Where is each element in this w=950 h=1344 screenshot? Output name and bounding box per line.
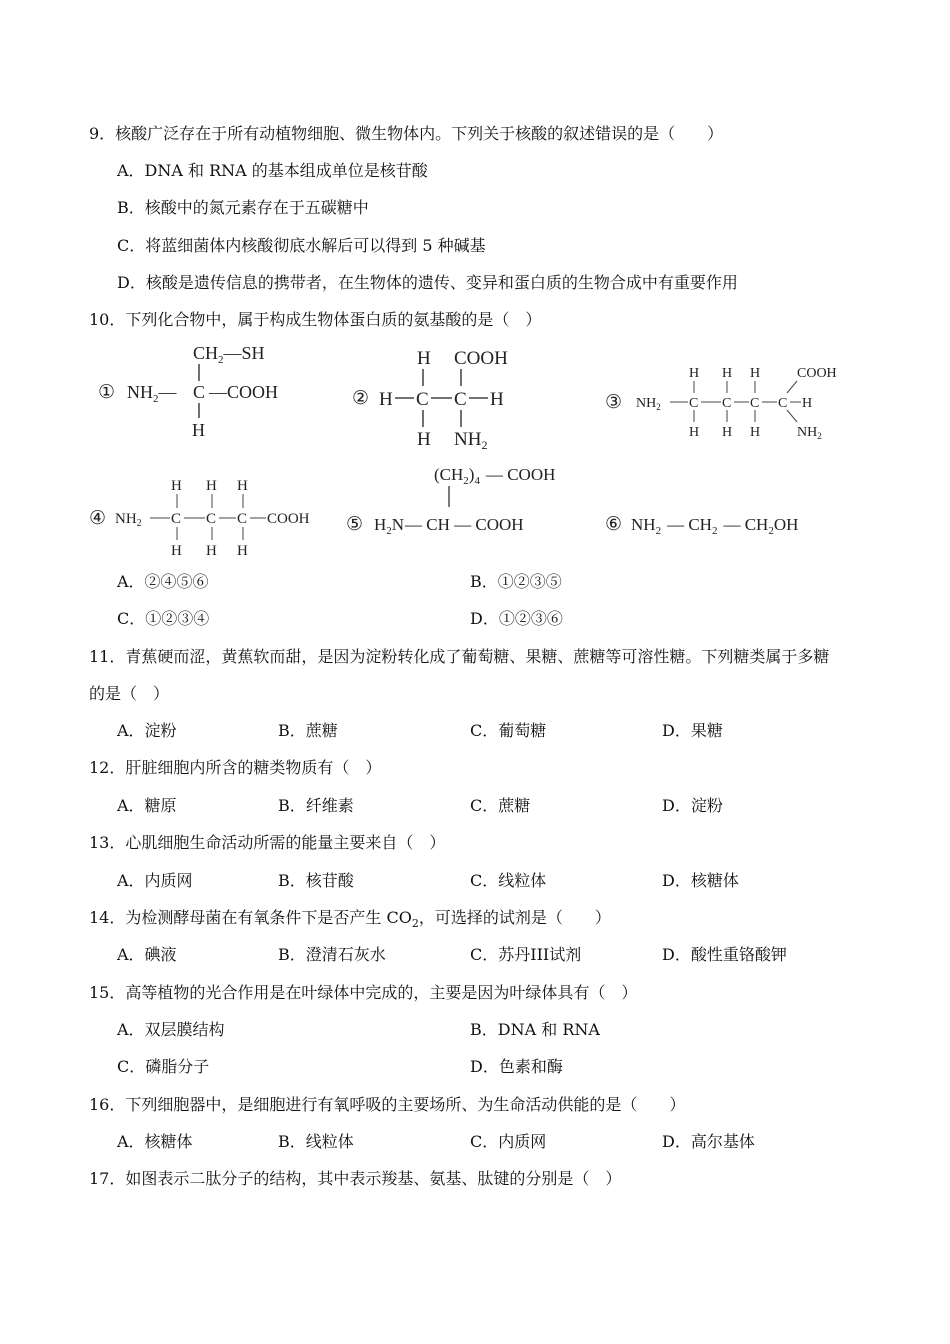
svg-text:H: H <box>689 425 700 440</box>
structure-5 <box>346 465 555 537</box>
q15-option-a: A．双层膜结构 <box>117 1020 225 1039</box>
svg-text:H: H <box>237 543 248 559</box>
q15-option-b: B．DNA 和 RNA <box>470 1020 600 1039</box>
q10-option-d: D．①②③⑥ <box>470 609 563 628</box>
q16-option-b: B．线粒体 <box>278 1132 354 1151</box>
q14-option-b: B．澄清石灰水 <box>278 945 386 964</box>
q12-option-b: B．纤维素 <box>278 796 354 815</box>
svg-text:COOH: COOH <box>454 348 508 369</box>
q17-stem: 17．如图表示二肽分子的结构，其中表示羧基、氨基、肽键的分别是（ ） <box>89 1169 622 1188</box>
q14-stem: 14．为检测酵母菌在有氧条件下是否产生 $CO_2$，可选择的试剂是（ ） <box>89 908 611 931</box>
svg-text:③: ③ <box>605 392 623 413</box>
structure-2 <box>352 348 508 452</box>
q12-option-d: D．淀粉 <box>662 796 723 815</box>
q11-option-c: C．葡萄糖 <box>470 721 547 740</box>
svg-text:H: H <box>171 478 182 494</box>
svg-text:H: H <box>206 543 217 559</box>
q13-stem: 13．心肌细胞生命活动所需的能量主要来自（ ） <box>89 833 446 852</box>
q12-option-a: A．糖原 <box>117 796 177 815</box>
svg-text:—COOH: —COOH <box>209 382 279 402</box>
svg-text:H: H <box>206 478 217 494</box>
structure-4 <box>89 478 310 559</box>
svg-text:H: H <box>802 396 813 411</box>
svg-text:— CH — COOH: — CH — COOH <box>405 515 524 534</box>
structure-3 <box>605 366 837 441</box>
svg-text:COOH: COOH <box>267 511 310 527</box>
svg-text:C: C <box>454 389 467 410</box>
svg-text:C: C <box>206 511 217 527</box>
q9-option-c: C．将蓝细菌体内核酸彻底水解后可以得到 5 种碱基 <box>117 236 486 255</box>
q15-option-c: C．磷脂分子 <box>117 1057 210 1076</box>
q13-option-c: C．线粒体 <box>470 871 547 890</box>
q16-option-a: A．核糖体 <box>117 1132 193 1151</box>
svg-text:H: H <box>192 420 205 440</box>
q9-option-b: B．核酸中的氮元素存在于五碳糖中 <box>117 198 369 217</box>
svg-text:CH2—SH: $CH_2—SH$ <box>193 343 265 366</box>
q16-stem: 16．下列细胞器中，是细胞进行有氧呼吸的主要场所、为生命活动供能的是（ ） <box>89 1095 686 1114</box>
q12-stem: 12．肝脏细胞内所含的糖类物质有（ ） <box>89 758 382 777</box>
q11-option-b: B．蔗糖 <box>278 721 338 740</box>
svg-text:H: H <box>237 478 248 494</box>
q15-stem: 15．高等植物的光合作用是在叶绿体中完成的，主要是因为叶绿体具有（ ） <box>89 983 638 1002</box>
svg-text:④: ④ <box>89 508 107 529</box>
svg-text:NH2—: $NH_2—$ <box>127 382 177 405</box>
q9-option-d: D．核酸是遗传信息的携带者，在生物体的遗传、变异和蛋白质的生物合成中有重要作用 <box>117 273 738 292</box>
svg-text:H: H <box>171 543 182 559</box>
svg-text:⑤: ⑤ <box>346 514 364 535</box>
svg-text:C: C <box>171 511 182 527</box>
q16-option-c: C．内质网 <box>470 1132 547 1151</box>
q13-option-b: B．核苷酸 <box>278 871 354 890</box>
svg-text:C: C <box>750 396 760 411</box>
structure-6 <box>605 514 798 537</box>
q10-stem: 10．下列化合物中，属于构成生物体蛋白质的氨基酸的是（ ） <box>89 310 542 329</box>
q14-option-a: A．碘液 <box>117 945 177 964</box>
svg-text:NH2: $NH_2$ <box>636 396 661 412</box>
svg-text:⑥: ⑥ <box>605 514 623 535</box>
svg-text:NH2: $NH_2$ <box>115 511 142 529</box>
svg-text:NH2: $NH_2$ <box>797 425 822 441</box>
svg-text:COOH: COOH <box>797 366 837 381</box>
svg-text:H: H <box>417 348 431 369</box>
svg-text:H: H <box>490 389 504 410</box>
svg-text:C: C <box>689 396 699 411</box>
svg-text:NH2: $NH_2$ <box>454 429 488 452</box>
q11-option-a: A．淀粉 <box>117 721 177 740</box>
svg-text:C: C <box>778 396 788 411</box>
svg-text:H: H <box>722 425 733 440</box>
svg-text:①: ① <box>98 382 116 403</box>
q10-option-a: A．②④⑤⑥ <box>117 572 209 591</box>
svg-text:H: H <box>750 366 761 381</box>
q9-stem: 9．核酸广泛存在于所有动植物细胞、微生物体内。下列关于核酸的叙述错误的是（ ） <box>89 124 724 143</box>
q14-option-c: C．苏丹III试剂 <box>470 945 582 964</box>
q13-option-d: D．核糖体 <box>662 871 739 890</box>
q13-option-a: A．内质网 <box>117 871 193 890</box>
q16-option-d: D．高尔基体 <box>662 1132 755 1151</box>
svg-text:C: C <box>237 511 248 527</box>
q9-option-a: A．DNA 和 RNA 的基本组成单位是核苷酸 <box>117 161 428 180</box>
q11-option-d: D．果糖 <box>662 721 723 740</box>
structure-1 <box>98 343 278 440</box>
svg-text:C: C <box>416 389 429 410</box>
svg-text:H: H <box>417 429 431 450</box>
svg-text:H2N: $H_2N$ <box>374 515 405 537</box>
svg-text:(CH2)4— COOH: $(CH_2)_4$ — COOH <box>434 465 556 487</box>
q10-option-c: C．①②③④ <box>117 609 210 628</box>
q11-stem-line1: 11．青蕉硬而涩，黄蕉软而甜，是因为淀粉转化成了葡萄糖、果糖、蔗糖等可溶性糖。下列糖类属于多糖 <box>89 647 830 666</box>
svg-text:H: H <box>722 366 733 381</box>
svg-text:C: C <box>193 382 206 402</box>
svg-text:H: H <box>379 389 393 410</box>
svg-text:H: H <box>750 425 761 440</box>
svg-text:②: ② <box>352 388 370 409</box>
q15-option-d: D．色素和酶 <box>470 1057 563 1076</box>
svg-text:NH2— CH2— CH2OH: $NH_2$ — $CH_2$ — $CH_2OH$ <box>631 515 799 537</box>
q11-stem-line2: 的是（ ） <box>89 684 170 703</box>
svg-text:C: C <box>722 396 732 411</box>
q12-option-c: C．蔗糖 <box>470 796 531 815</box>
svg-text:H: H <box>689 366 700 381</box>
q14-option-d: D．酸性重铬酸钾 <box>662 945 787 964</box>
q10-structures-figure <box>0 0 950 570</box>
q10-option-b: B．①②③⑤ <box>470 572 562 591</box>
